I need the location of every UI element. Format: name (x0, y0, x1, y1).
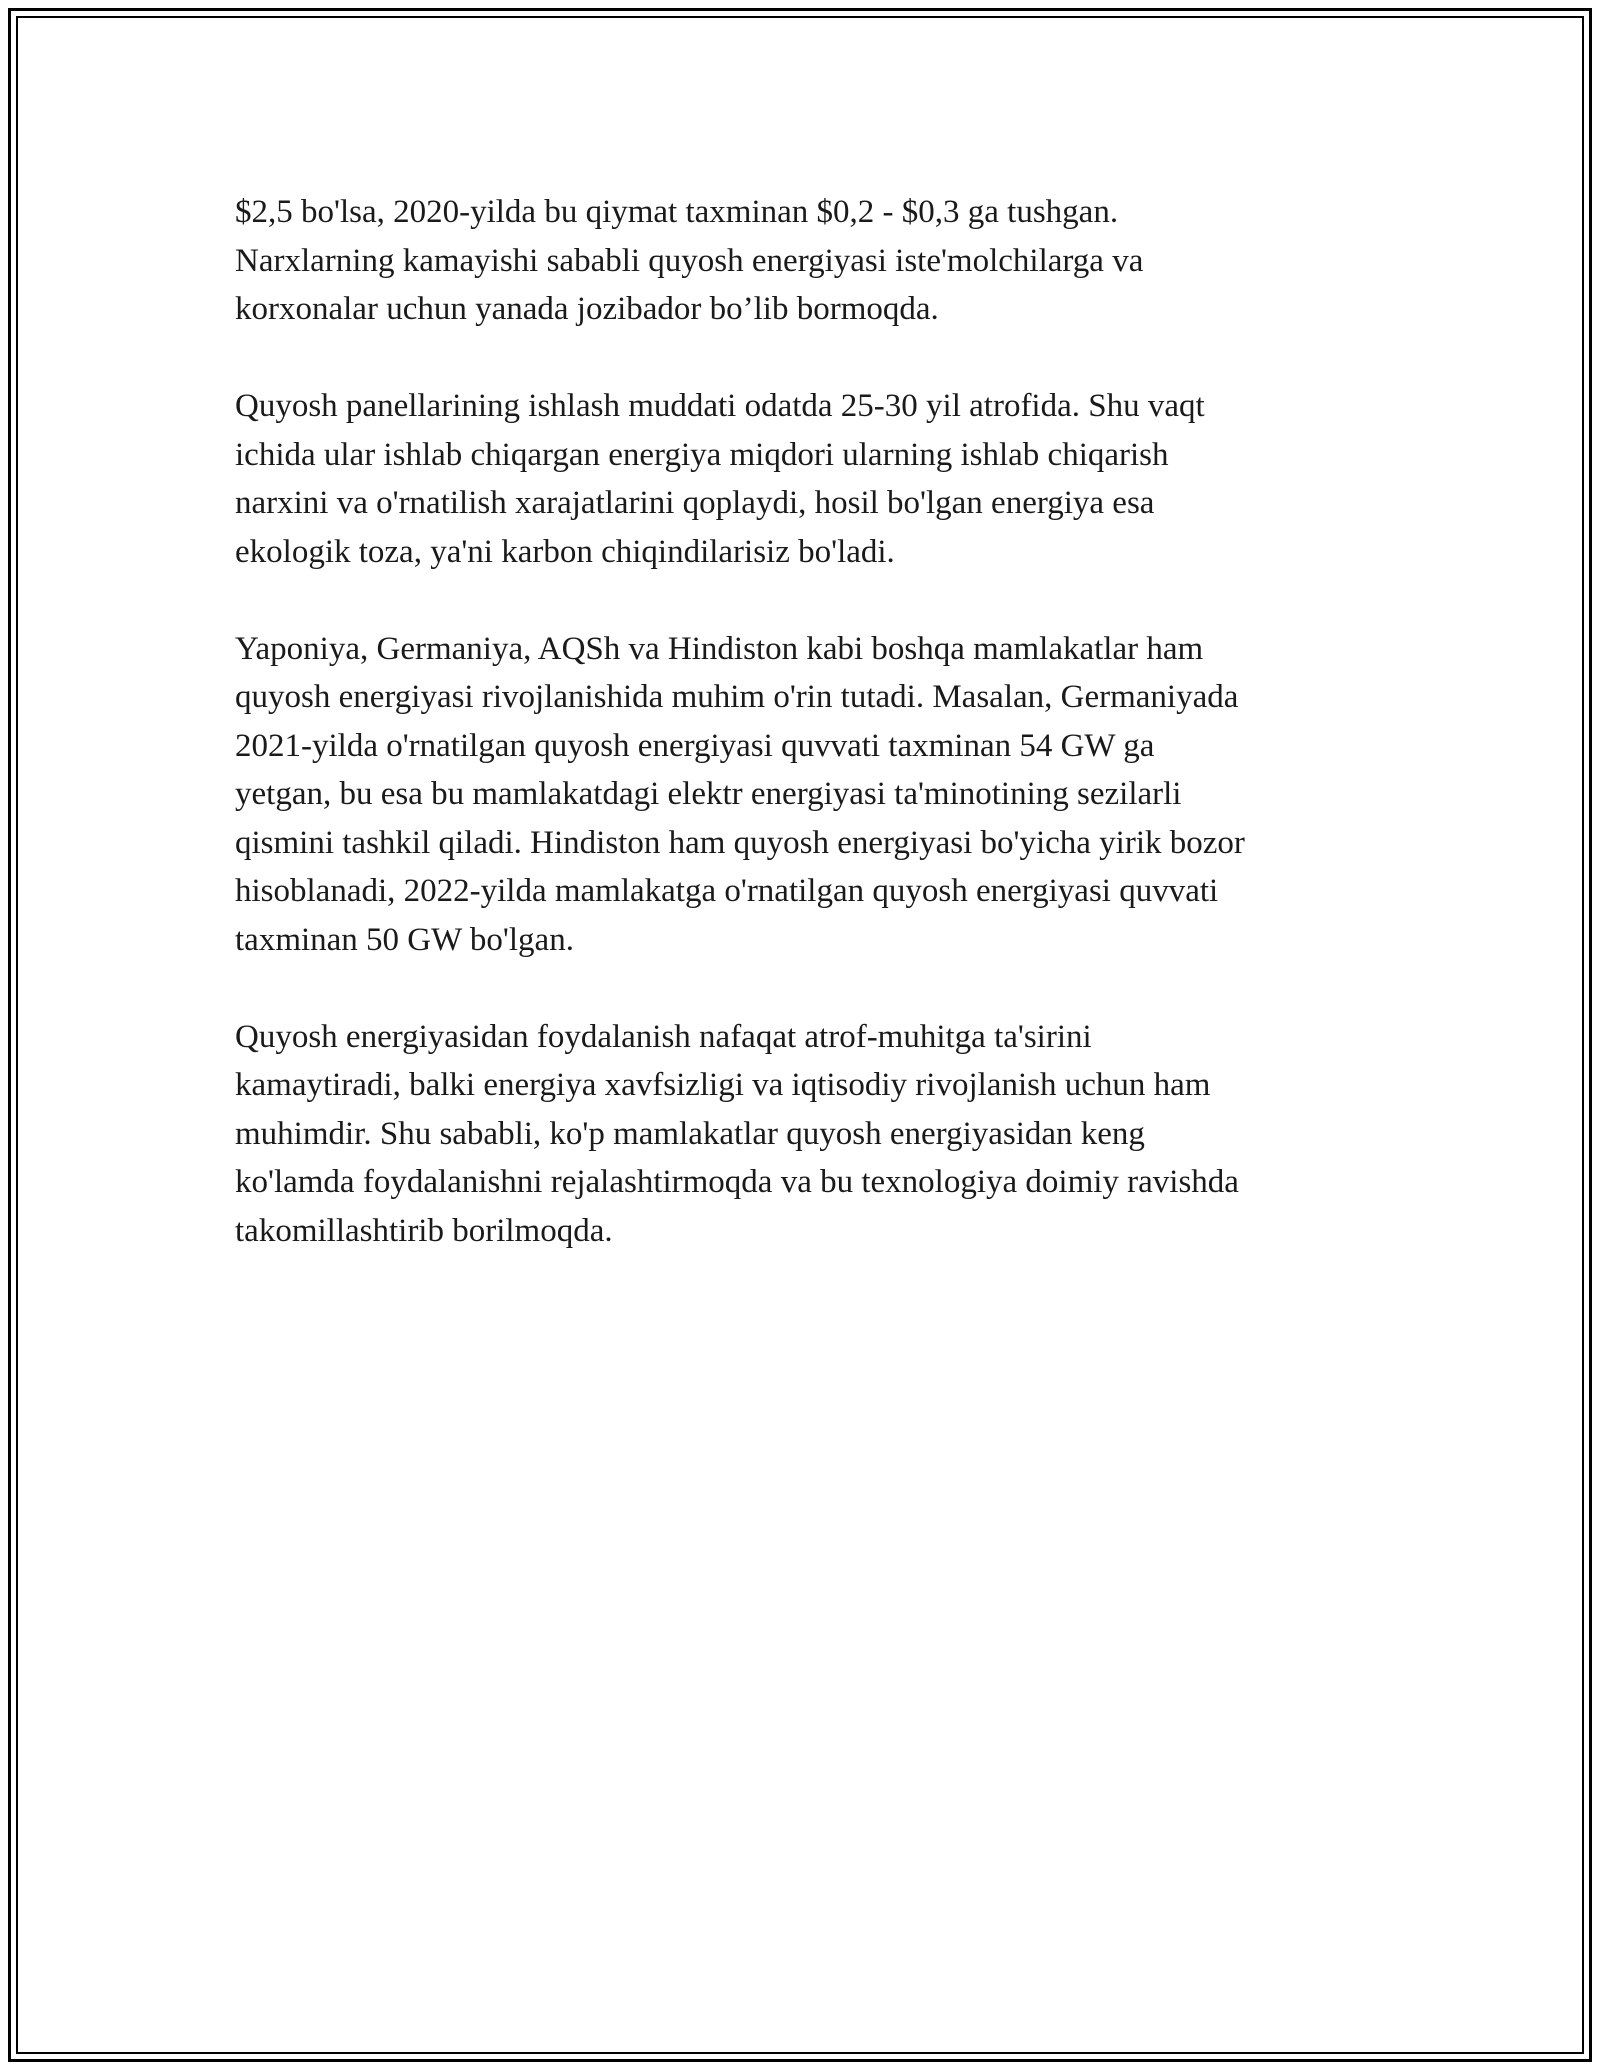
paragraph-4 (235, 1013, 1395, 1256)
text-line: $2,5 bo'lsa, 2020-yilda bu qiymat taxminan $0,2 - $0,3 ga tushgan. (235, 194, 1119, 230)
paragraph-2 (235, 382, 1395, 576)
text-line: yetgan, bu esa bu mamlakatdagi elektr energiyasi ta'minotining sezilarli (235, 776, 1182, 812)
text-line: hisoblanadi, 2022-yilda mamlakatga o'rnatilgan quyosh energiyasi quvvati (235, 873, 1219, 909)
text-line: Quyosh energiyasidan foydalanish nafaqat atrof-muhitga ta'sirini (235, 1018, 1092, 1055)
text-line: qismini tashkil qiladi. Hindiston ham quyosh energiyasi bo'yicha yirik bozor (235, 824, 1245, 861)
paragraph-1 (235, 188, 1395, 334)
text-line: ko'lamda foydalanishni rejalashtirmoqda va bu texnologiya doimiy ravishda (235, 1164, 1239, 1200)
paragraph-3 (235, 625, 1395, 965)
text-line: muhimdir. Shu sababli, ko'p mamlakatlar quyosh energiyasidan keng (235, 1115, 1145, 1152)
text-line: quyosh energiyasi rivojlanishida muhim o'rin tutadi. Masalan, Germaniyada (235, 679, 1239, 715)
text-line: kamaytiradi, balki energiya xavfsizligi va iqtisodiy rivojlanish uchun ham (235, 1067, 1211, 1103)
document-body (235, 188, 1395, 1304)
text-line: Narxlarning kamayishi sababli quyosh energiyasi iste'molchilarga va (235, 242, 1144, 279)
text-line: narxini va o'rnatilish xarajatlarini qoplaydi, hosil bo'lgan energiya esa (235, 485, 1155, 521)
text-line: 2021-yilda o'rnatilgan quyosh energiyasi quvvati taxminan 54 GW ga (235, 727, 1155, 764)
text-line: Yaponiya, Germaniya, AQSh va Hindiston kabi boshqa mamlakatlar ham (235, 630, 1204, 667)
text-line: taxminan 50 GW bo'lgan. (235, 921, 574, 958)
text-line: korxonalar uchun yanada jozibador bo’lib bormoqda. (235, 291, 939, 327)
text-line: ichida ular ishlab chiqargan energiya miqdori ularning ishlab chiqarish (235, 436, 1169, 473)
text-line: Quyosh panellarining ishlash muddati odatda 25-30 yil atrofida. Shu vaqt (235, 388, 1205, 424)
text-line: takomillashtirib borilmoqda. (235, 1212, 613, 1249)
text-line: ekologik toza, ya'ni karbon chiqindilarisiz bo'ladi. (235, 533, 895, 570)
